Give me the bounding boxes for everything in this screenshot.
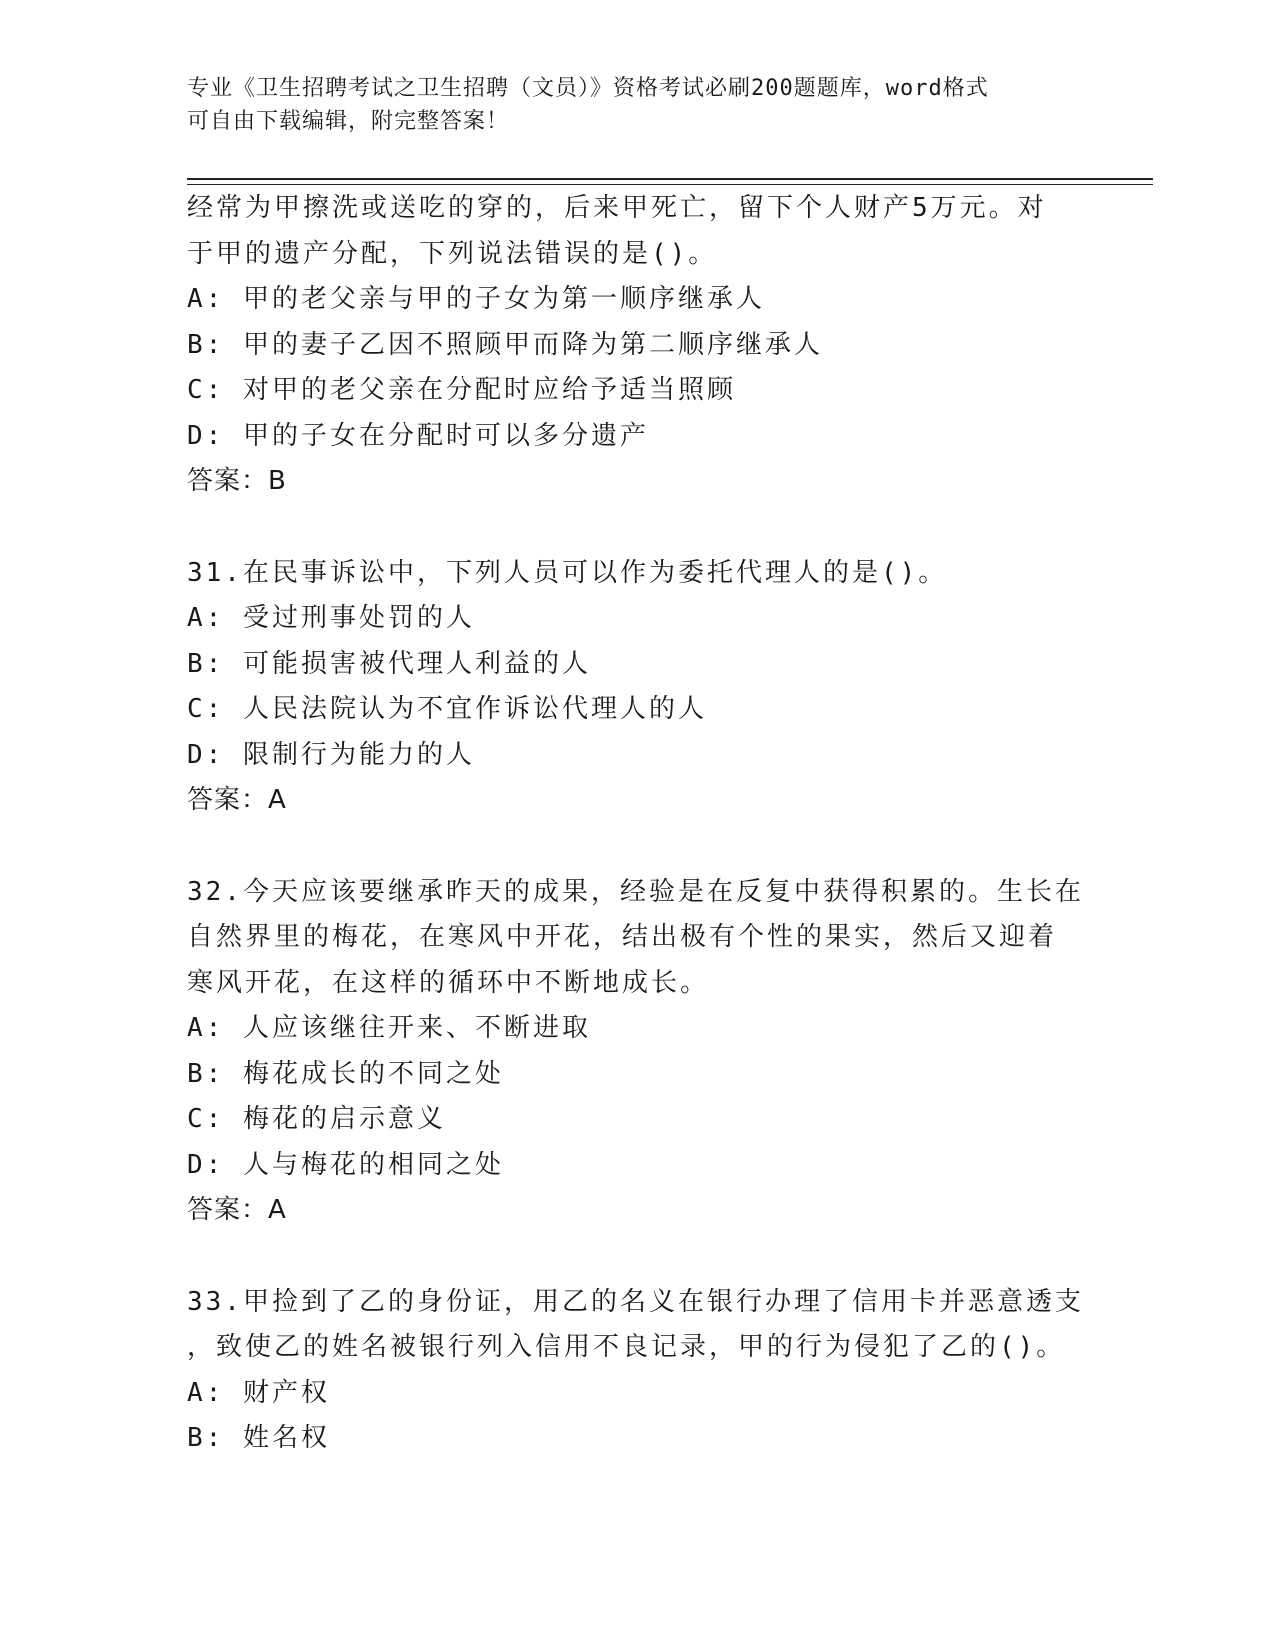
- page-header: [187, 72, 1087, 138]
- header-title-line-1: 专业《卫生招聘考试之卫生招聘（文员）》资格考试必刷200题题库，word格式: [187, 76, 989, 101]
- header-title-line-2: 可自由下载编辑，附完整答案！: [187, 109, 510, 134]
- option-c: C: 人民法院认为不宜作诉讼代理人的人: [187, 694, 707, 724]
- question-text-line: 寒风开花，在这样的循环中不断地成长。: [187, 967, 710, 998]
- question-text-line: 于甲的遗产分配，下列说法错误的是()。: [187, 238, 718, 269]
- question-text-line: 31.在民事诉讼中，下列人员可以作为委托代理人的是()。: [187, 557, 948, 588]
- option-b: B: 甲的妻子乙因不照顾甲而降为第二顺序继承人: [187, 329, 823, 360]
- question-text-line: ，致使乙的姓名被银行列入信用不良记录，甲的行为侵犯了乙的()。: [187, 1332, 1066, 1362]
- answer-line: 答案：A: [187, 1195, 287, 1225]
- option-d: D: 甲的子女在分配时可以多分遗产: [187, 420, 649, 451]
- question-block-31: [187, 551, 1087, 824]
- question-text-line: 33.甲捡到了乙的身份证，用乙的名义在银行办理了信用卡并恶意透支: [187, 1286, 1084, 1317]
- option-a: A: 人应该继往开来、不断进取: [187, 1013, 591, 1043]
- question-block-33: [187, 1280, 1087, 1462]
- question-block-continued: [187, 186, 1087, 505]
- option-a: A: 受过刑事处罚的人: [187, 603, 475, 633]
- answer-line: 答案：B: [187, 466, 287, 496]
- question-block-32: [187, 870, 1087, 1234]
- option-b: B: 可能损害被代理人利益的人: [187, 648, 591, 679]
- spacer: [187, 1234, 1087, 1280]
- option-a: A: 甲的老父亲与甲的子女为第一顺序继承人: [187, 284, 765, 314]
- spacer: [187, 824, 1087, 870]
- option-a: A: 财产权: [187, 1377, 330, 1408]
- header-rule-thick: [187, 178, 1153, 180]
- option-b: B: 梅花成长的不同之处: [187, 1058, 504, 1089]
- question-text-line: 经常为甲擦洗或送吃的穿的，后来甲死亡，留下个人财产5万元。对: [187, 193, 1047, 223]
- question-text-line: 32.今天应该要继承昨天的成果，经验是在反复中获得积累的。生长在: [187, 876, 1084, 907]
- answer-line: 答案：A: [187, 785, 287, 815]
- header-rule-thin: [187, 184, 1153, 185]
- question-list: [187, 186, 1087, 1462]
- option-c: C: 对甲的老父亲在分配时应给予适当照顾: [187, 375, 736, 405]
- option-d: D: 限制行为能力的人: [187, 739, 475, 770]
- option-c: C: 梅花的启示意义: [187, 1104, 446, 1134]
- option-d: D: 人与梅花的相同之处: [187, 1149, 504, 1180]
- question-text-line: 自然界里的梅花，在寒风中开花，结出极有个性的果实，然后又迎着: [187, 922, 1058, 952]
- option-b: B: 姓名权: [187, 1423, 330, 1453]
- spacer: [187, 505, 1087, 551]
